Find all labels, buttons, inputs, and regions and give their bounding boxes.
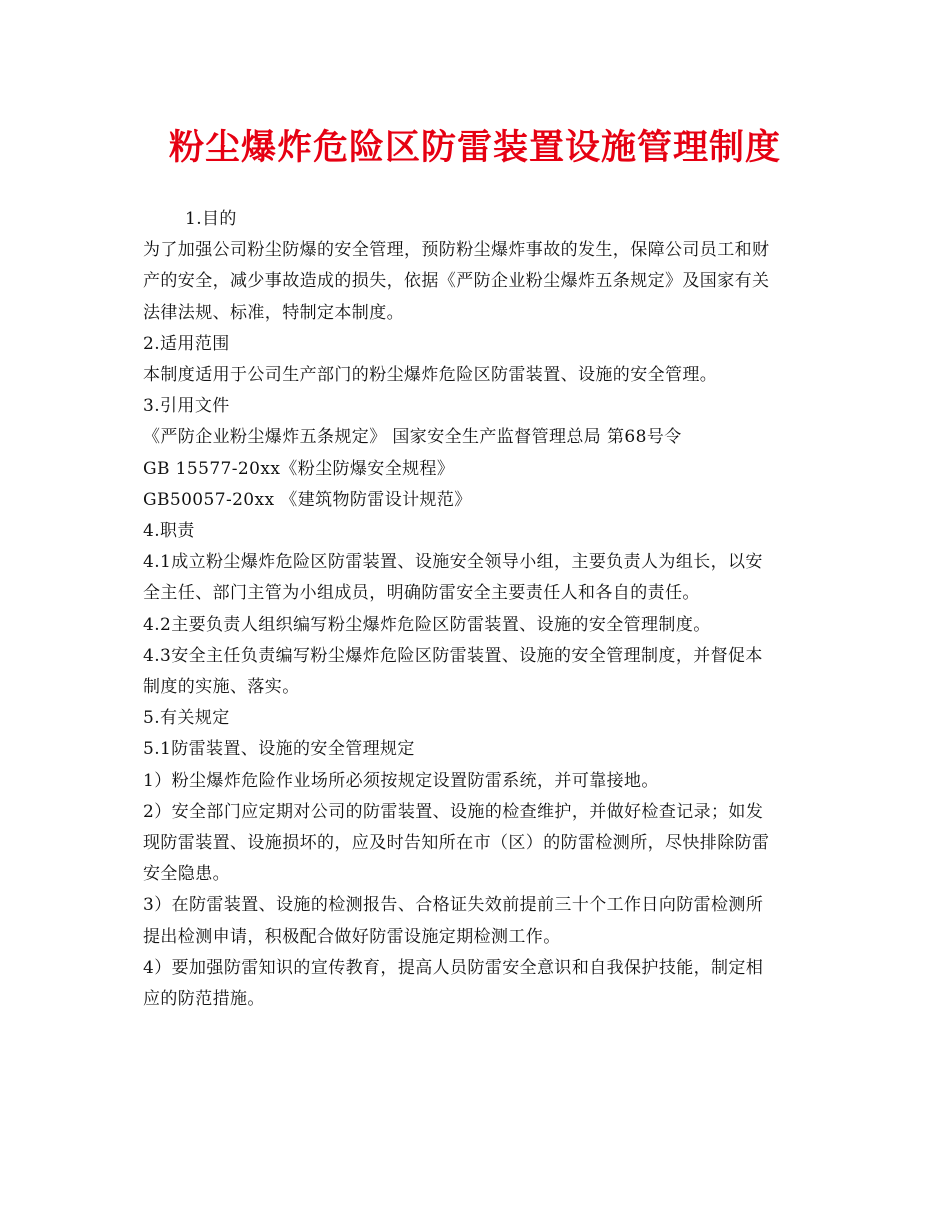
list-item-line: 3）在防雷装置、设施的检测报告、合格证失效前提前三十个工作日向防雷检测所 <box>143 895 764 916</box>
paragraph-line: 法律法规、标准，特制定本制度。 <box>143 302 404 323</box>
document-body <box>143 204 813 1015</box>
section-heading: 2.适用范围 <box>143 333 230 354</box>
list-item-line: 2）安全部门应定期对公司的防雷装置、设施的检查维护，并做好检查记录；如发 <box>143 801 764 822</box>
list-item-line: 1）粉尘爆炸危险作业场所必须按规定设置防雷系统，并可靠接地。 <box>143 770 659 791</box>
list-item-line: 应的防范措施。 <box>143 989 265 1010</box>
paragraph-line: 本制度适用于公司生产部门的粉尘爆炸危险区防雷装置、设施的安全管理。 <box>143 365 718 386</box>
paragraph-line: 制度的实施、落实。 <box>143 677 300 698</box>
reference-line: GB 15577-20xx《粉尘防爆安全规程》 <box>143 458 455 479</box>
paragraph-line: 4.3安全主任负责编写粉尘爆炸危险区防雷装置、设施的安全管理制度，并督促本 <box>143 645 763 666</box>
subsection-heading: 5.1防雷装置、设施的安全管理规定 <box>143 739 415 760</box>
list-item-line: 4）要加强防雷知识的宣传教育，提高人员防雷安全意识和自我保护技能，制定相 <box>143 957 764 978</box>
section-heading: 3.引用文件 <box>143 396 230 417</box>
reference-line: GB50057-20xx 《建筑物防雷设计规范》 <box>143 489 472 510</box>
section-heading: 1.目的 <box>185 209 237 229</box>
reference-line: 《严防企业粉尘爆炸五条规定》 国家安全生产监督管理总局 第68号令 <box>143 427 682 448</box>
section-heading: 5.有关规定 <box>143 708 230 729</box>
paragraph-line: 全主任、部门主管为小组成员，明确防雷安全主要责任人和各自的责任。 <box>143 583 700 604</box>
paragraph-line: 为了加强公司粉尘防爆的安全管理，预防粉尘爆炸事故的发生，保障公司员工和财 <box>143 240 770 261</box>
document-title: 粉尘爆炸危险区防雷装置设施管理制度 <box>168 127 781 168</box>
list-item-line: 现防雷装置、设施损坏的，应及时告知所在市（区）的防雷检测所，尽快排除防雷 <box>143 833 770 854</box>
paragraph-line: 4.2主要负责人组织编写粉尘爆炸危险区防雷装置、设施的安全管理制度。 <box>143 614 711 635</box>
paragraph-line: 4.1成立粉尘爆炸危险区防雷装置、设施安全领导小组，主要负责人为组长，以安 <box>143 552 763 573</box>
paragraph-line: 产的安全，减少事故造成的损失，依据《严防企业粉尘爆炸五条规定》及国家有关 <box>143 271 770 292</box>
list-item-line: 提出检测申请，积极配合做好防雷设施定期检测工作。 <box>143 926 561 947</box>
section-heading: 4.职责 <box>143 521 195 542</box>
list-item-line: 安全隐患。 <box>143 864 230 885</box>
